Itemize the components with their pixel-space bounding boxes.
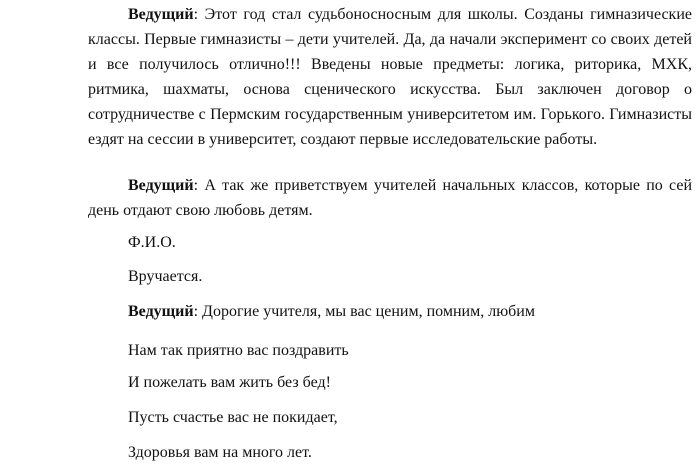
name-placeholder: Ф.И.О. [128,234,176,251]
speaker-label: Ведущий [128,177,194,194]
paragraph-text: : Этот год стал судьбоносносным для школы. Созданы гимназические классы. Первые гимназисты – дети учителей. Да, да начали эксперимент со своих детей и все получилось отлично!!! Введены новые предметы: логика, риторика, МХК, ритмика, шахматы, основа сценического искусства. Был заключен договор о сотрудничестве с Пермским государственным университетом им. Горького. Гимназисты ездят на сессии в университет, создают первые исследовательские работы. [88,6,692,148]
poem-line: Пусть счастье вас не покидает, [128,409,338,426]
speaker-label: Ведущий [128,6,194,23]
paragraph-greeting-teachers [88,173,692,223]
awarded-line: Вручается. [128,268,203,285]
paragraph-dear-teachers [128,302,535,322]
poem-line: Здоровья вам на много лет. [128,444,312,461]
poem-line: Нам так приятно вас поздравить [128,342,349,359]
paragraph-text: : А так же приветствуем учителей начальных классов, которые по сей день отдают свою любовь детям. [88,177,692,219]
poem-line: И пожелать вам жить без бед! [128,374,331,391]
paragraph-text: : Дорогие учителя, мы вас ценим, помним, любим [193,303,535,320]
paragraph-school-year [88,2,692,152]
speaker-label: Ведущий [128,303,194,320]
